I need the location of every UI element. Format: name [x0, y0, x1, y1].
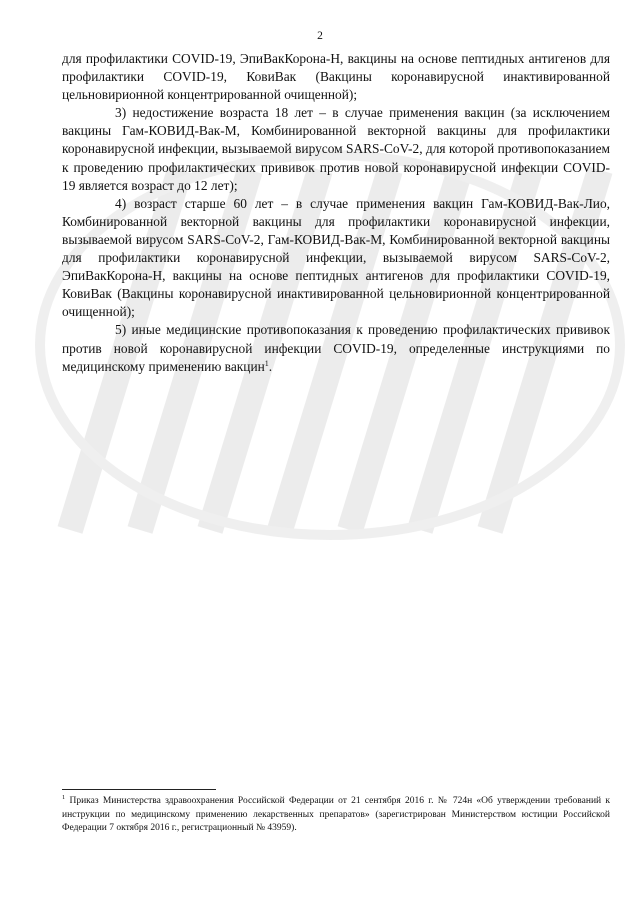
paragraph-continuation: для профилактики COVID-19, ЭпиВакКорона-Н, вакцины на основе пептидных антигенов для профилактики COVID-19, КовиВак (Вакцины коронавирусной инактивированной цельновирионной концентрированной очищенной);: [62, 51, 610, 103]
page-number: 2: [317, 30, 323, 42]
paragraph-item-3: 3) недостижение возраста 18 лет – в случае применения вакцин (за исключением вакцины Гам-КОВИД-Вак-М, Комбинированной векторной вакцины для профилактики коронавирусной инфекции, вызываемой вирусом SARS-CoV-2, для которой противопоказанием к проведению профилактических прививок против новой коронавирусной инфекции COVID-19 является возраст до 12 лет);: [62, 105, 610, 193]
paragraph-item-4: 4) возраст старше 60 лет – в случае применения вакцин Гам-КОВИД-Вак-Лио, Комбинированной векторной вакцины для профилактики коронавирусной инфекции, вызываемой вирусом SARS-CoV-2, Гам-КОВИД-Вак-М, Комбинированной векторной вакцины для профилактики коронавирусной инфекции, вызываемой вирусом SARS-CoV-2, ЭпиВакКорона-Н, вакцины на основе пептидных антигенов для профилактики COVID-19, КовиВак (Вакцины коронавирусной инактивированной цельновирионной концентрированной очищенной);: [62, 195, 610, 320]
document-body: [62, 50, 610, 376]
paragraph-item-5-text: 5) иные медицинские противопоказания к проведению профилактических прививок против новой коронавирусной инфекции COVID-19, определенные инструкциями по медицинскому применению вакцин: [62, 322, 610, 374]
footnote-reference: 1: [264, 358, 269, 368]
footnote-separator: [62, 789, 216, 790]
footnote-marker: 1: [62, 794, 66, 801]
footnote: [62, 795, 610, 836]
paragraph-item-5: 5) иные медицинские противопоказания к проведению профилактических прививок против новой коронавирусной инфекции COVID-19, определенные инструкциями по медицинскому применению вакцин$^1$.: [62, 322, 610, 374]
footnote-text: Приказ Министерства здравоохранения Российской Федерации от 21 сентября 2016 г. № 724н «Об утверждении требований к инструкции по медицинскому применению лекарственных препаратов» (зарегистрирован Министерством юстиции Российской Федерации 7 октября 2016 г., регистрационный № 43959).: [62, 796, 610, 833]
